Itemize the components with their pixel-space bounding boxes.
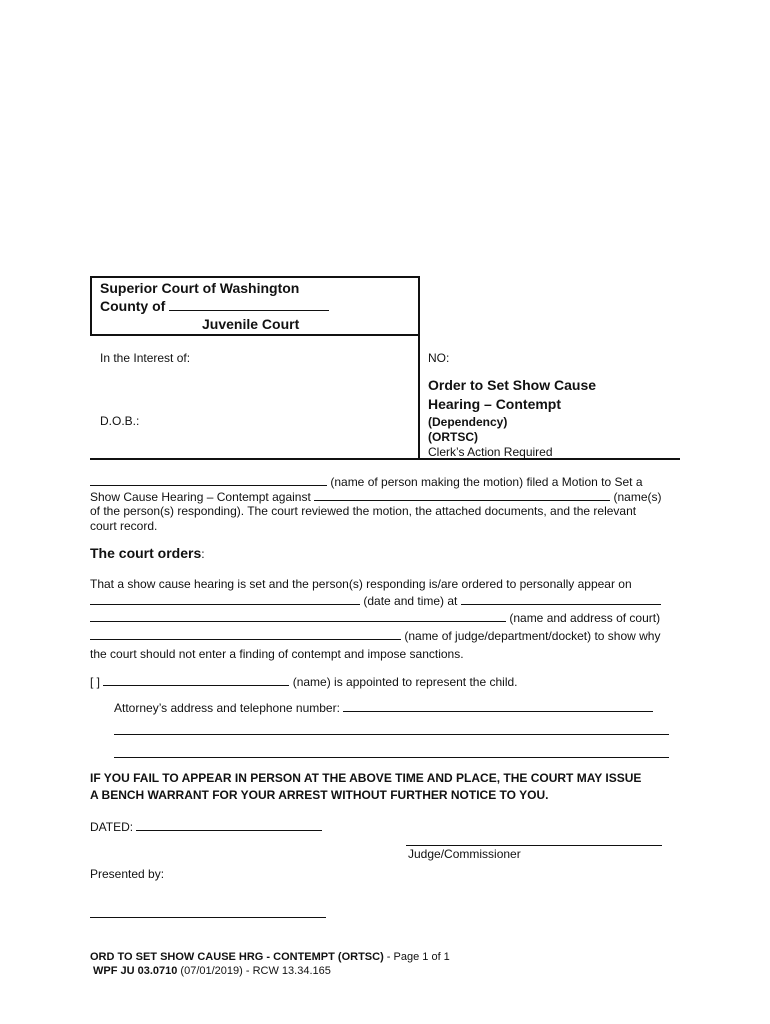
document-title-line1: Order to Set Show Cause	[428, 377, 597, 393]
presenter-signature-field[interactable]	[90, 917, 326, 918]
order-paragraph-line1: That a show cause hearing is set and the person(s) responding is/are ordered to personally appear on	[90, 577, 632, 591]
motion-paragraph-line4: court record.	[90, 519, 158, 533]
attorney-contact-field-line3[interactable]	[114, 757, 669, 758]
dated-line: DATED:	[90, 819, 322, 834]
dob-label: D.O.B.:	[100, 414, 140, 428]
order-paragraph-line4: (name of judge/department/docket) to show why	[90, 628, 660, 643]
hearing-location-field[interactable]	[461, 593, 661, 605]
attorney-contact-field[interactable]	[343, 700, 653, 712]
county-field[interactable]	[169, 299, 329, 311]
respondent-name-field[interactable]	[314, 489, 610, 501]
in-the-interest-label: In the Interest of:	[100, 351, 191, 365]
county-label: County of	[100, 298, 329, 314]
order-paragraph-line5: the court should not enter a finding of contempt and impose sanctions.	[90, 647, 464, 661]
attorney-appointment-line: [ ] (name) is appointed to represent the child.	[90, 675, 518, 689]
document-title-line2: Hearing – Contempt	[428, 396, 562, 412]
court-orders-heading: The court orders:	[90, 545, 205, 561]
case-number-label: NO:	[428, 351, 450, 365]
order-paragraph-line3: (name and address of court)	[90, 610, 660, 625]
appointment-checkbox[interactable]: [ ]	[90, 675, 101, 689]
hearing-date-field[interactable]	[90, 593, 360, 605]
attorney-contact-field-line2[interactable]	[114, 734, 669, 735]
footer-form-number: WPF JU 03.0710 (07/01/2019) - RCW 13.34.165	[93, 965, 331, 977]
court-name: Superior Court of Washington	[100, 280, 300, 296]
caption-bottom-rule	[90, 458, 680, 460]
judge-signature-field[interactable]	[406, 845, 662, 846]
motion-paragraph-line1: (name of person making the motion) filed a Motion to Set a	[90, 474, 643, 489]
movant-name-field[interactable]	[90, 474, 327, 486]
attorney-name-field[interactable]	[103, 674, 289, 686]
document-subtitle: (Dependency)	[428, 415, 508, 429]
court-division: Juvenile Court	[202, 316, 300, 332]
document-code: (ORTSC)	[428, 430, 478, 444]
presented-by-label: Presented by:	[90, 867, 165, 881]
attorney-contact-line: Attorney’s address and telephone number:	[114, 700, 653, 715]
judge-signature-label: Judge/Commissioner	[408, 847, 521, 861]
warning-line2: A BENCH WARRANT FOR YOUR ARREST WITHOUT FURTHER NOTICE TO YOU.	[90, 788, 549, 802]
court-address-field[interactable]	[90, 610, 506, 622]
judge-department-field[interactable]	[90, 628, 401, 640]
clerk-action-note: Clerk’s Action Required	[428, 445, 553, 459]
warning-line1: IF YOU FAIL TO APPEAR IN PERSON AT THE ABOVE TIME AND PLACE, THE COURT MAY ISSUE	[90, 771, 642, 785]
motion-paragraph-line3: of the person(s) responding). The court reviewed the motion, the attached documents, and the relevant	[90, 504, 637, 518]
caption-divider	[418, 276, 420, 458]
dated-field[interactable]	[136, 819, 322, 831]
order-paragraph-line2: (date and time) at	[90, 593, 661, 608]
motion-paragraph-line2: Show Cause Hearing – Contempt against (name(s)	[90, 490, 662, 504]
footer-form-title: ORD TO SET SHOW CAUSE HRG - CONTEMPT (ORTSC) - Page 1 of 1	[90, 951, 450, 963]
